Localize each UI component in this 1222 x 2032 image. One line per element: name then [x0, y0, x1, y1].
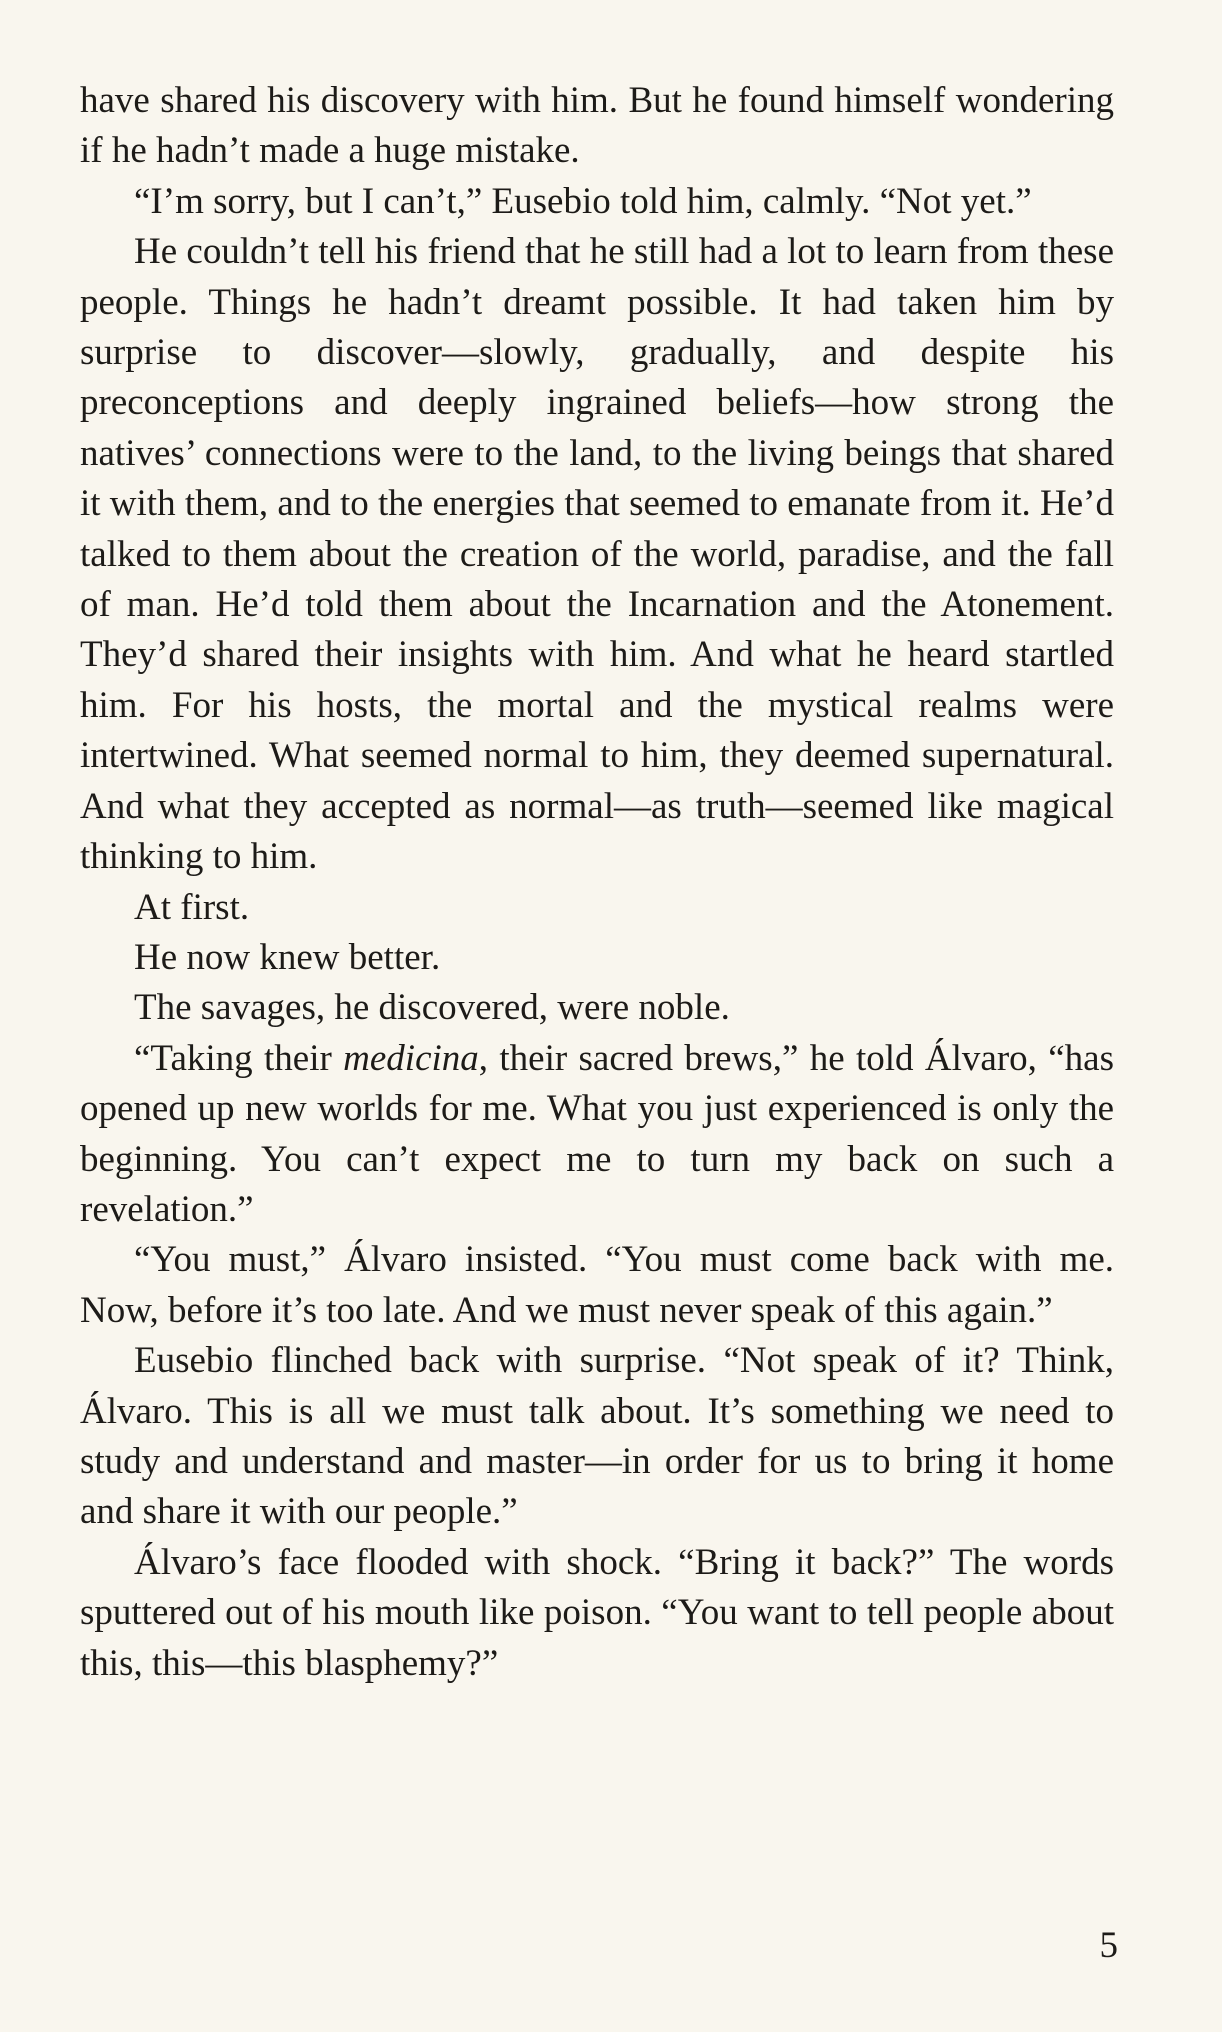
paragraph-3: He couldn’t tell his friend that he still had a lot to learn from these people. Things he hadn’t dreamt possible. It had taken him by surprise to discover—slowly, gradually, and despite his preconceptions and deeply ingrained beliefs—how strong the natives’ connections were to the land, to the living beings that shared it with them, and to the energies that seemed to emanate from it. He’d talked to them about the creation of the world, paradise, and the fall of man. He’d told them about the Incarnation and the Atonement. They’d shared their insights with him. And what he heard startled him. For his hosts, the mortal and the mystical realms were intertwined. What seemed normal to him, they deemed supernatural. And what they accepted as normal—as truth—seemed like magical thinking to him.	[80, 231, 1114, 878]
paragraph-9: Eusebio flinched back with surprise. “Not speak of it? Think, Álvaro. This is all we must talk about. It’s something we need to study and understand and master—in order for us to bring it home and share it with our people.”	[80, 1340, 1114, 1533]
paragraph-1: have shared his discovery with him. But he found himself wondering if he hadn’t made a huge mistake.	[80, 80, 1114, 172]
paragraph-4: At first.	[134, 886, 250, 928]
page-number: 5	[1099, 1925, 1118, 1966]
body-text	[80, 76, 1114, 1689]
paragraph-7: “Taking their medicina, their sacred brews,” he told Álvaro, “has opened up new worlds for me. What you just experienced is only the beginning. You can’t expect me to turn my back on such a revelation.”	[80, 1037, 1114, 1230]
paragraph-2: “I’m sorry, but I can’t,” Eusebio told him, calmly. “Not yet.”	[134, 180, 1032, 222]
paragraph-5: He now knew better.	[134, 936, 441, 978]
paragraph-8: “You must,” Álvaro insisted. “You must come back with me. Now, before it’s too late. And we must never speak of this again.”	[80, 1239, 1114, 1331]
paragraph-10: Álvaro’s face flooded with shock. “Bring it back?” The words sputtered out of his mouth like poison. “You want to tell people about this, this—this blasphemy?”	[80, 1541, 1114, 1684]
paragraph-6: The savages, he discovered, were noble.	[134, 987, 730, 1029]
italic-term: medicina	[343, 1037, 479, 1079]
